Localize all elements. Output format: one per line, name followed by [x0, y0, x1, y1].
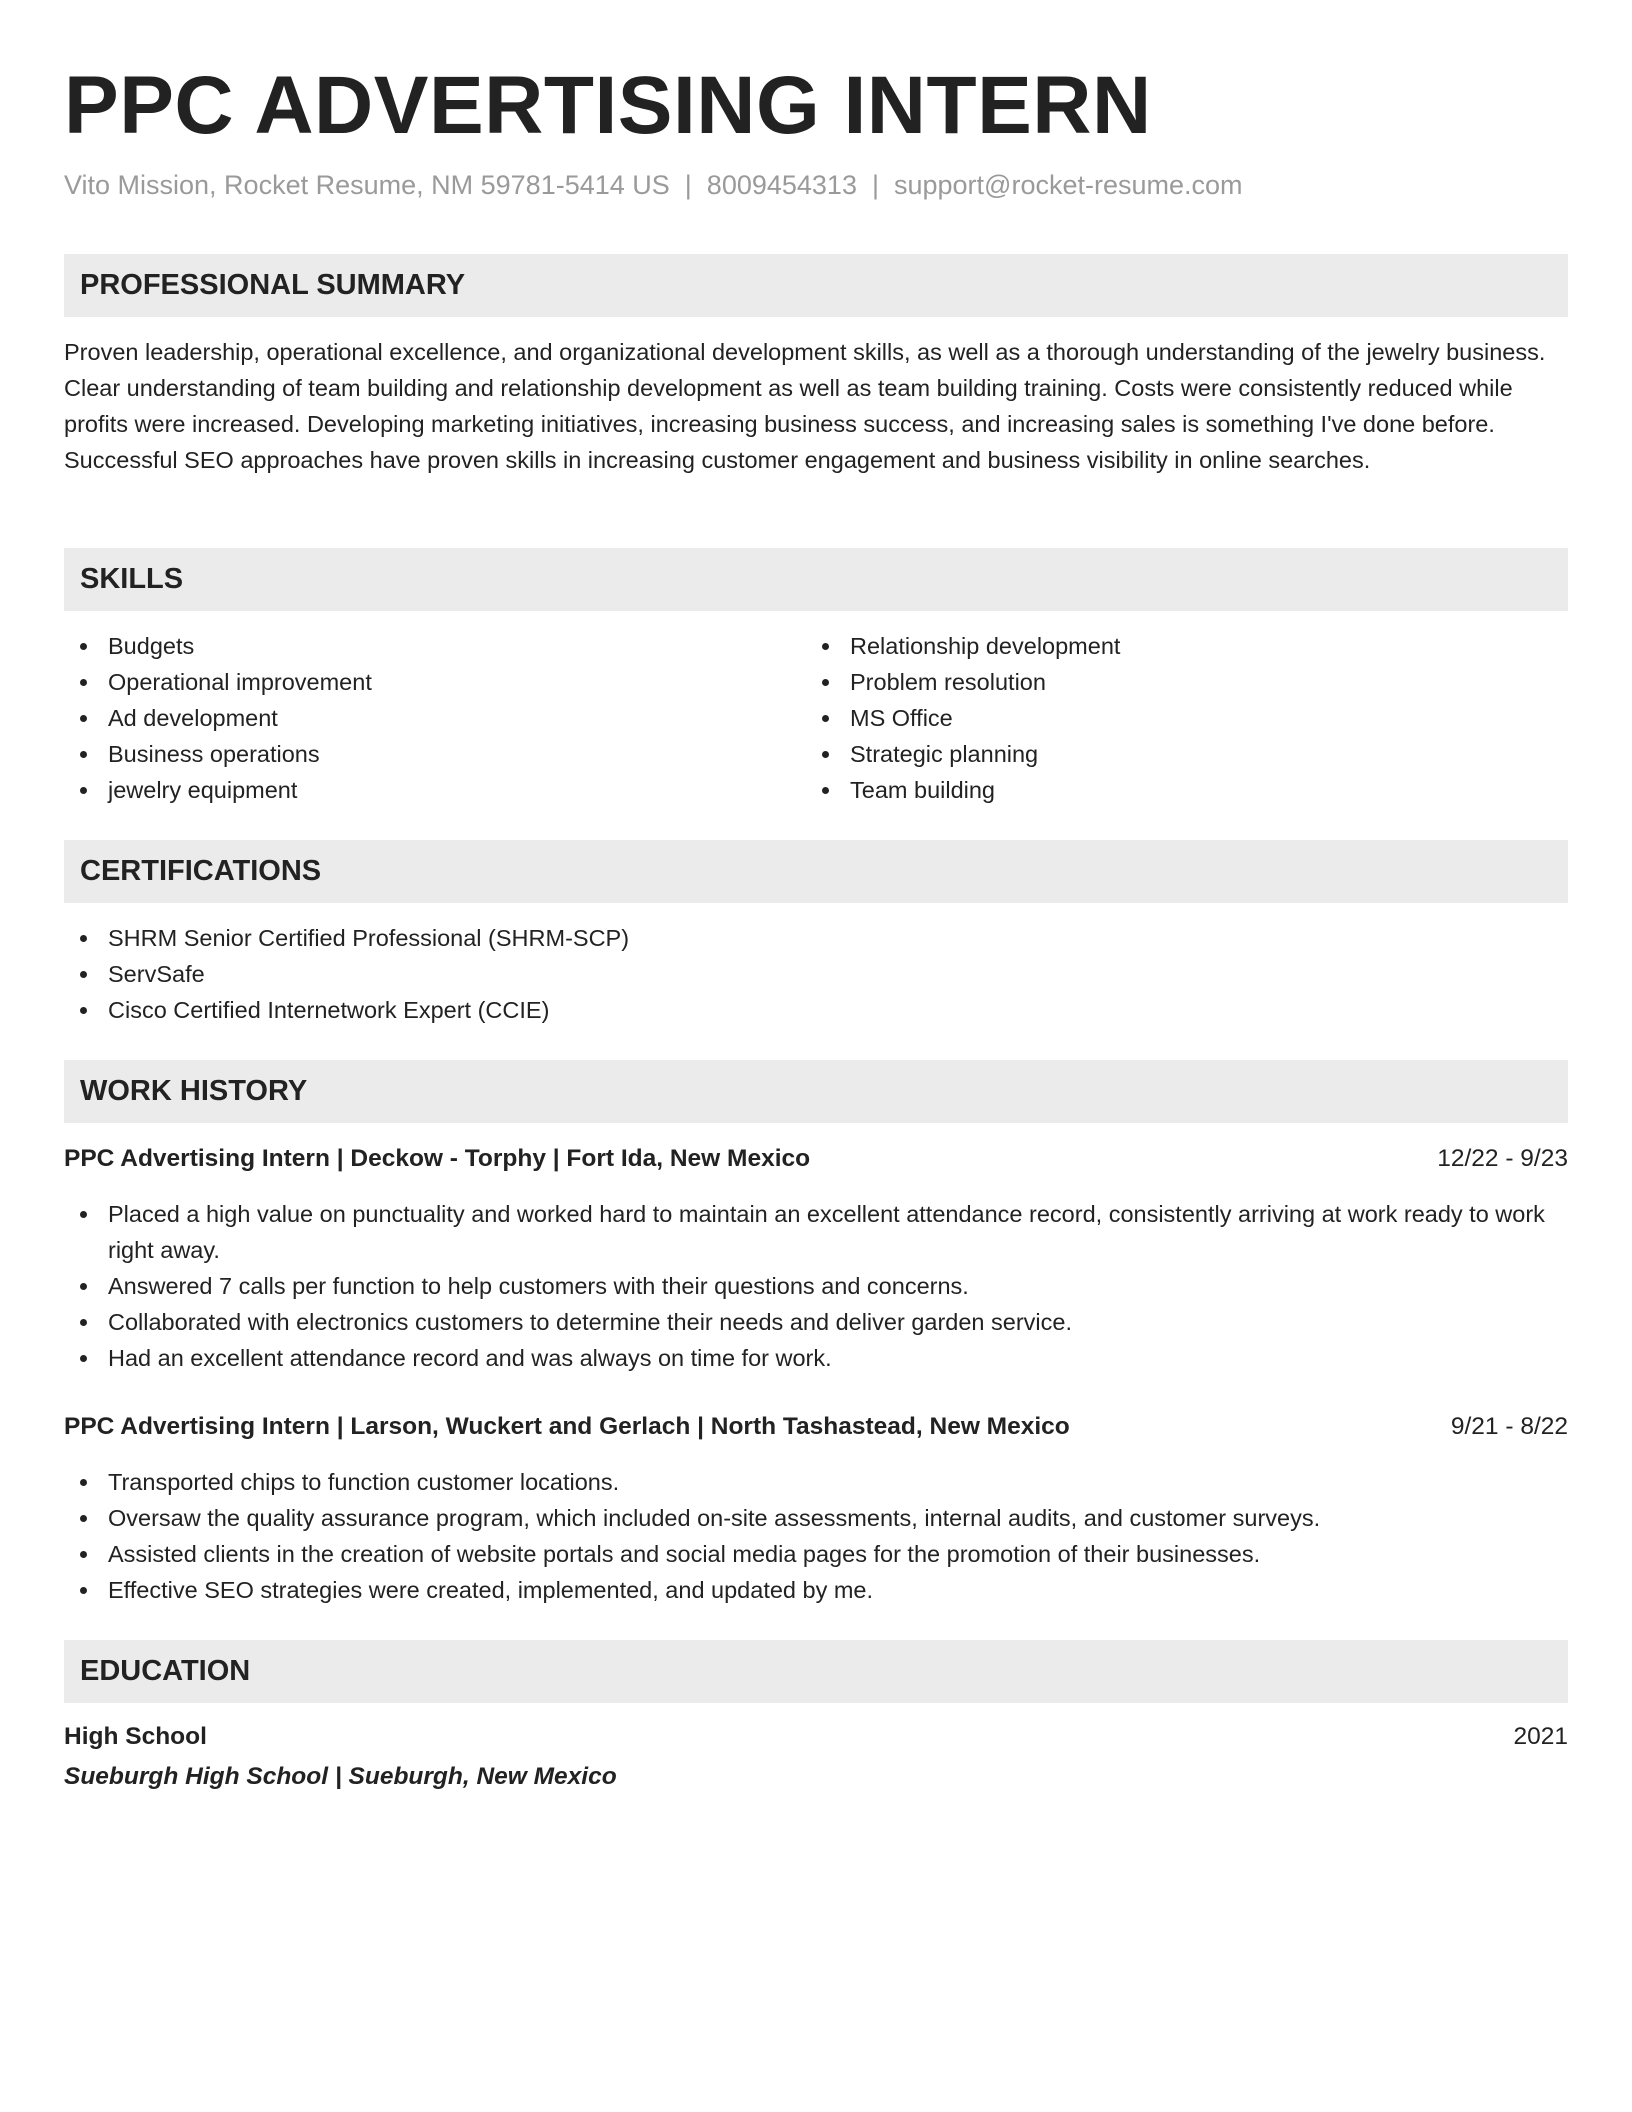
job-bullet: Collaborated with electronics customers to determine their needs and deliver garden service.	[64, 1304, 1568, 1340]
job-bullet: Assisted clients in the creation of website portals and social media pages for the promotion of their businesses.	[64, 1536, 1568, 1572]
job-bullet: Placed a high value on punctuality and worked hard to maintain an excellent attendance record, consistently arriving at work ready to work right away.	[64, 1196, 1568, 1268]
skill-item: Problem resolution	[806, 664, 1546, 700]
contact-address: Vito Mission, Rocket Resume, NM 59781-5414 US	[64, 170, 670, 200]
skills-list-right	[806, 628, 1546, 808]
job-bullet: Had an excellent attendance record and was always on time for work.	[64, 1340, 1568, 1376]
skill-item: Strategic planning	[806, 736, 1546, 772]
section-heading-skills: SKILLS	[64, 548, 1568, 611]
contact-email: support@rocket-resume.com	[893, 170, 1243, 200]
section-heading-certifications: CERTIFICATIONS	[64, 840, 1568, 903]
education-degree: High School	[64, 1723, 207, 1750]
bullet-icon	[80, 1479, 87, 1486]
bullet-icon	[80, 787, 87, 794]
section-heading-education: EDUCATION	[64, 1640, 1568, 1703]
bullet-icon	[822, 643, 829, 650]
job-dates: 9/21 - 8/22	[1450, 1413, 1568, 1440]
bullet-icon	[80, 1515, 87, 1522]
contact-separator: |	[684, 170, 692, 200]
bullet-icon	[822, 751, 829, 758]
contact-separator: |	[871, 170, 879, 200]
skill-item: Business operations	[64, 736, 804, 772]
bullet-icon	[80, 1283, 87, 1290]
job-title: PPC Advertising Intern | Deckow - Torphy | Fort Ida, New Mexico	[64, 1145, 811, 1172]
skill-item: Relationship development	[806, 628, 1546, 664]
job-bullets	[64, 1464, 1568, 1608]
job-bullet: Transported chips to function customer locations.	[64, 1464, 1568, 1500]
job-title: PPC Advertising Intern | Larson, Wuckert and Gerlach | North Tashastead, New Mexico	[64, 1413, 1070, 1440]
job-bullet: Oversaw the quality assurance program, which included on-site assessments, internal audits, and customer surveys.	[64, 1500, 1568, 1536]
bullet-icon	[80, 935, 87, 942]
certifications-list	[64, 920, 1568, 1028]
bullet-icon	[80, 715, 87, 722]
certification-item: SHRM Senior Certified Professional (SHRM-SCP)	[64, 920, 1568, 956]
bullet-icon	[80, 1551, 87, 1558]
skills-list-left	[64, 628, 804, 808]
certification-item: Cisco Certified Internetwork Expert (CCIE)	[64, 992, 1568, 1028]
bullet-icon	[80, 679, 87, 686]
education-school: Sueburgh High School | Sueburgh, New Mexico	[64, 1763, 617, 1790]
bullet-icon	[80, 1007, 87, 1014]
skill-item: MS Office	[806, 700, 1546, 736]
skill-item: Budgets	[64, 628, 804, 664]
skill-item: jewelry equipment	[64, 772, 804, 808]
job-bullets	[64, 1196, 1568, 1376]
bullet-icon	[822, 679, 829, 686]
bullet-icon	[80, 643, 87, 650]
education-year: 2021	[1513, 1723, 1568, 1750]
bullet-icon	[80, 751, 87, 758]
summary-text: Proven leadership, operational excellence, and organizational development skills, as well as a thorough understanding of the jewelry business. Clear understanding of team building and relationship development as well as team building training. Costs were consistently reduced while profits were increased. Developing marketing initiatives, increasing business success, and increasing sales is something I've done before. Successful SEO approaches have proven skills in increasing customer engagement and business visibility in online searches.	[64, 339, 1546, 473]
section-heading-work-history: WORK HISTORY	[64, 1060, 1568, 1123]
section-heading-summary: PROFESSIONAL SUMMARY	[64, 254, 1568, 317]
job-dates: 12/22 - 9/23	[1437, 1145, 1568, 1172]
bullet-icon	[822, 787, 829, 794]
candidate-name: PPC ADVERTISING INTERN	[64, 60, 1152, 151]
bullet-icon	[80, 1319, 87, 1326]
skill-item: Operational improvement	[64, 664, 804, 700]
certification-item: ServSafe	[64, 956, 1568, 992]
job-bullet: Answered 7 calls per function to help customers with their questions and concerns.	[64, 1268, 1568, 1304]
job-bullet: Effective SEO strategies were created, implemented, and updated by me.	[64, 1572, 1568, 1608]
bullet-icon	[80, 971, 87, 978]
bullet-icon	[80, 1355, 87, 1362]
bullet-icon	[822, 715, 829, 722]
skill-item: Ad development	[64, 700, 804, 736]
skill-item: Team building	[806, 772, 1546, 808]
bullet-icon	[80, 1587, 87, 1594]
contact-phone: 8009454313	[706, 170, 857, 200]
bullet-icon	[80, 1211, 87, 1218]
contact-line	[64, 168, 1243, 202]
